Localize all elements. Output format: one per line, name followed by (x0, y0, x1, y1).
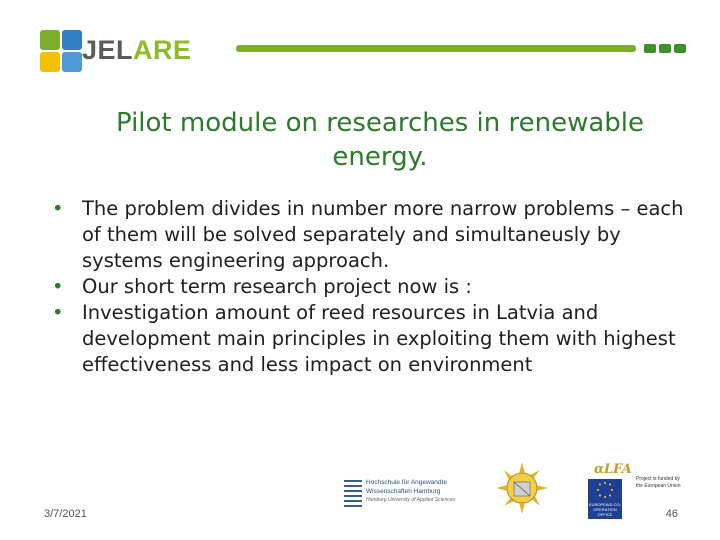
bullet-dot-icon: • (52, 301, 64, 324)
alfa-eu-logo (588, 462, 632, 519)
haw-lines-icon (344, 480, 362, 510)
header-bar (236, 45, 636, 52)
funding-note: Project is funded by the European Union (636, 476, 681, 489)
bullet-item: • The problem divides in number more narrow problems – each of them will be solved separately and simultaneusly by systems engineering approach. (52, 197, 684, 272)
slide-page-number: 46 (665, 508, 678, 520)
haw-line-2: Wissenschaften Hamburg (366, 488, 441, 495)
bullet-item: • Our short term research project now is : (52, 275, 472, 298)
slide-title: Pilot module on researches in renewable energy. (115, 108, 645, 172)
haw-line-3: Hamburg University of Applied Sciences (366, 497, 456, 503)
bullet-item: • Investigation amount of reed resources in Latvia and development main principles in exploiting them with highest effectiveness and less impact on environment (52, 301, 676, 376)
slide-date: 3/7/2021 (44, 508, 87, 520)
header-bar-dot (644, 44, 656, 53)
university-emblem-icon (494, 460, 550, 516)
alfa-wordmark: αLFA (594, 462, 632, 477)
haw-line-1: Hochschule für Angewandte (366, 479, 447, 486)
haw-hamburg-logo (344, 478, 474, 514)
header-bar-dot (659, 44, 671, 53)
eu-office-label: EUROPEAID CO-OPERATION OFFICE (588, 502, 621, 517)
logo-wordmark: JELARE (82, 35, 192, 65)
logo-tiles-icon (38, 28, 84, 74)
bullet-dot-icon: • (52, 275, 64, 298)
bullet-list (52, 196, 692, 378)
eu-flag-icon (588, 479, 622, 501)
bullet-dot-icon: • (52, 197, 64, 220)
jelare-logo (38, 28, 218, 76)
header-bar-dot (674, 44, 686, 53)
